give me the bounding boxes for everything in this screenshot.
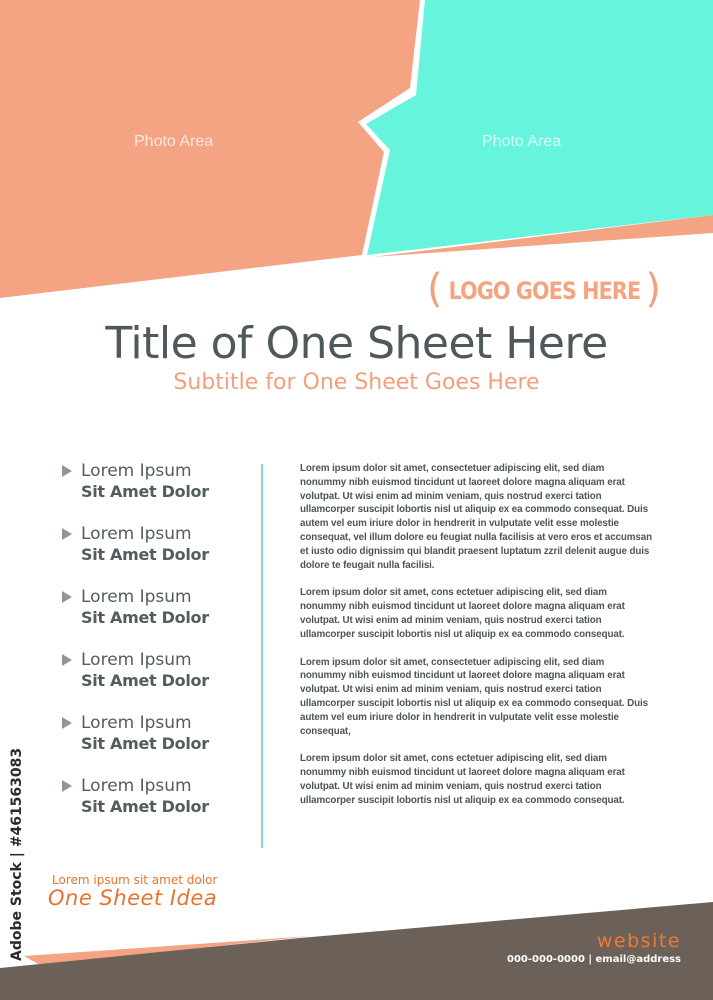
tagline-big: One Sheet Idea <box>48 886 218 910</box>
photo-area-label-left: Photo Area <box>134 133 214 150</box>
list-item-subheading: Sit Amet Dolor <box>81 545 209 564</box>
list-item <box>62 461 252 524</box>
list-item <box>62 587 252 650</box>
stock-watermark: Adobe Stock | #461563083 <box>9 747 25 961</box>
body-text <box>300 462 652 822</box>
list-item-heading: Lorem Ipsum <box>81 461 192 481</box>
triangle-arrow-icon <box>62 654 72 666</box>
logo-paren-close: ) <box>645 266 661 312</box>
list-item-subheading: Sit Amet Dolor <box>81 671 209 690</box>
list-item <box>62 650 252 713</box>
logo-paren-open: ( <box>426 266 443 312</box>
list-item <box>62 776 252 839</box>
column-divider <box>261 464 263 848</box>
list-item-subheading: Sit Amet Dolor <box>81 797 209 816</box>
list-item-heading: Lorem Ipsum <box>81 776 192 796</box>
list-item-heading: Lorem Ipsum <box>81 713 192 733</box>
page-title: Title of One Sheet Here <box>105 318 608 369</box>
body-paragraph: Lorem ipsum dolor sit amet, consectetuer adipiscing elit, sed diam nonummy nibh euismod tincidunt ut laoreet dolore magna aliquam erat volutpat. Ut wisi enim ad minim veniam, quis nostrud exerci tation ullamcorper suscipit lobortis nisl ut aliquip ex ea commodo consequat. Duis autem vel eum iriure dolor in hendrerit in vulputate velit esse molestie consequat, <box>300 656 648 737</box>
footer-website[interactable]: website <box>596 930 681 952</box>
list-item-subheading: Sit Amet Dolor <box>81 482 209 501</box>
feature-list <box>62 461 252 839</box>
list-item-heading: Lorem Ipsum <box>81 524 192 544</box>
list-item-subheading: Sit Amet Dolor <box>81 608 209 627</box>
list-item <box>62 713 252 776</box>
triangle-arrow-icon <box>62 465 72 477</box>
body-paragraph: Lorem ipsum dolor sit amet, cons ectetuer adipiscing elit, sed diam nonummy nibh euismod tincidunt ut laoreet dolore magna aliquam erat volutpat. Ut wisi enim ad minim veniam, quis nostrud exerci tation ullamcorper suscipit lobortis nisl ut aliquip ex ea commodo consequat. <box>300 587 625 640</box>
list-item-heading: Lorem Ipsum <box>81 587 192 607</box>
footer-contact: 000-000-0000 | email@address <box>507 954 681 965</box>
triangle-arrow-icon <box>62 528 72 540</box>
photo-area-right-shape <box>366 0 713 255</box>
tagline-small: Lorem ipsum sit amet dolor <box>52 873 218 887</box>
triangle-arrow-icon <box>62 591 72 603</box>
triangle-arrow-icon <box>62 717 72 729</box>
list-item-heading: Lorem Ipsum <box>81 650 192 670</box>
page-subtitle: Subtitle for One Sheet Goes Here <box>173 370 540 395</box>
logo <box>412 268 676 314</box>
list-item <box>62 524 252 587</box>
body-paragraph: Lorem ipsum dolor sit amet, consectetuer adipiscing elit, sed diam nonummy nibh euismod tincidunt ut laoreet dolore magna aliquam erat volutpat. Ut wisi enim ad minim veniam, quis nostrud exerci tation ullamcorper suscipit lobortis nisl ut aliquip ex ea commodo consequat. Duis autem vel eum iriure dolor in hendrerit in vulputate velit esse molestie consequat, vel illum dolore eu feugiat nulla facilisis at vero eros et accumsan et iusto odio dignissim qui blandit praesent luptatum zzril delenit augue duis dolore te feugait nulla facilisi. <box>300 463 652 571</box>
list-item-subheading: Sit Amet Dolor <box>81 734 209 753</box>
photo-area-label-right: Photo Area <box>482 133 562 150</box>
body-paragraph: Lorem ipsum dolor sit amet, cons ectetuer adipiscing elit, sed diam nonummy nibh euismod tincidunt ut laoreet dolore magna aliquam erat volutpat. Ut wisi enim ad minim veniam, quis nostrud exerci tation ullamcorper suscipit lobortis nisl ut aliquip ex ea commodo consequat. <box>300 753 625 806</box>
logo-text: LOGO GOES HERE <box>448 277 640 305</box>
triangle-arrow-icon <box>62 780 72 792</box>
